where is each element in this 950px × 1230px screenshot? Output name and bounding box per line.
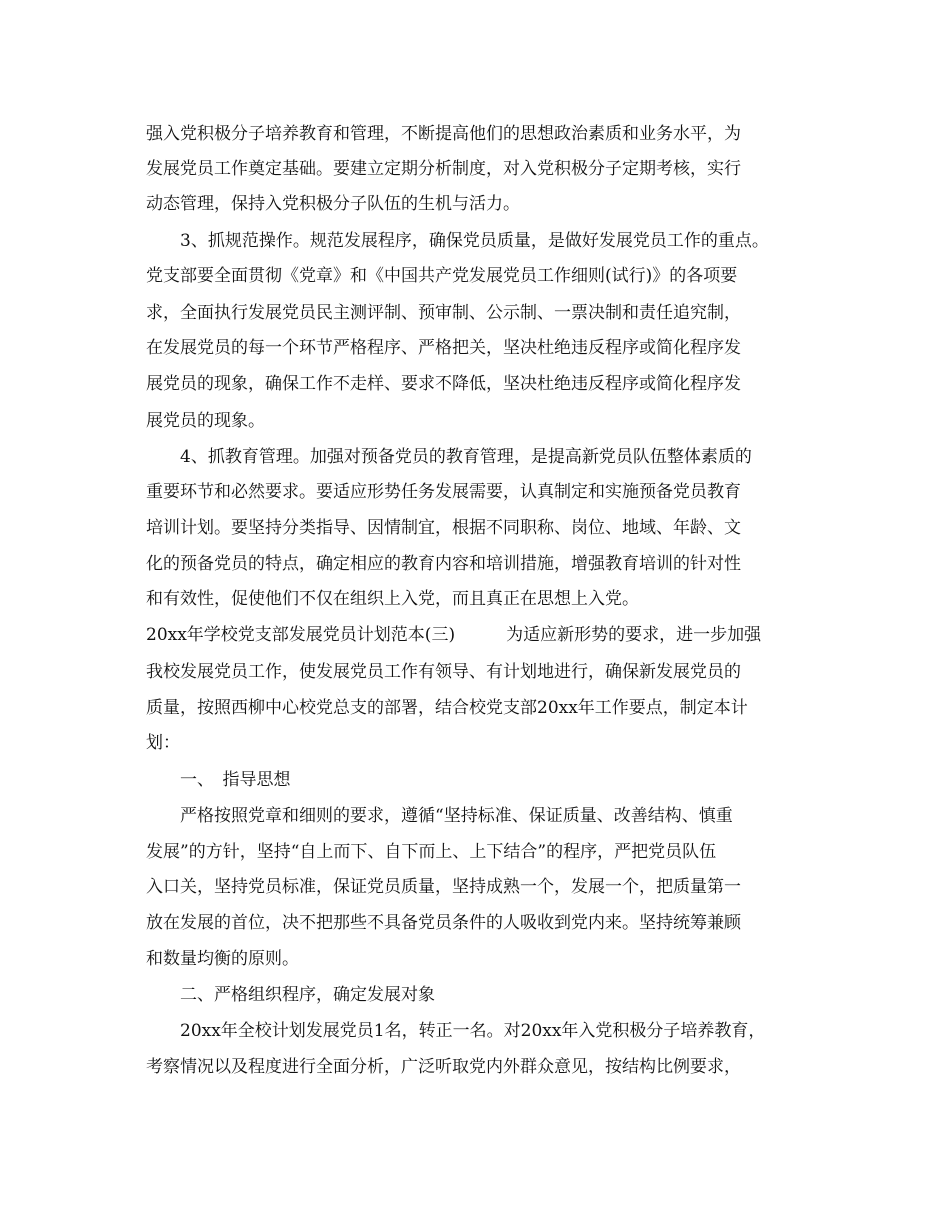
text-line: 入口关，坚持党员标准，保证党员质量，坚持成熟一个，发展一个，把质量第一 (146, 877, 741, 897)
text-line: 发展党员工作奠定基础。要建立定期分析制度，对入党积极分子定期考核，实行 (146, 159, 741, 179)
text-line: 发展”的方针，坚持“自上而下、自下而上、上下结合”的程序，严把党员队伍 (146, 842, 717, 862)
text-line: 重要环节和必然要求。要适应形势任务发展需要，认真制定和实施预备党员教育 (146, 482, 741, 502)
text-line: 3、抓规范操作。规范发展程序，确保党员质量，是做好发展党员工作的重点。 (146, 231, 769, 251)
text-line: 20xx年学校党支部发展党员计划范本(三) 为适应新形势的要求，进一步加强 (146, 625, 762, 645)
text-line: 20xx年全校计划发展党员1名，转正一名。对20xx年入党积极分子培养教育， (146, 1021, 766, 1041)
text-line: 党支部要全面贯彻《党章》和《中国共产党发展党员工作细则(试行)》的各项要 (146, 266, 738, 286)
text-line: 化的预备党员的特点，确定相应的教育内容和培训措施，增强教育培训的针对性 (146, 554, 741, 574)
text-line: 展党员的现象，确保工作不走样、要求不降低，坚决杜绝违反程序或简化程序发 (146, 374, 741, 394)
text-line: 培训计划。要坚持分类指导、因情制宜，根据不同职称、岗位、地域、年龄、文 (146, 518, 741, 538)
text-line: 严格按照党章和细则的要求，遵循“坚持标准、保证质量、改善结构、慎重 (146, 806, 733, 826)
section-heading: 二、严格组织程序，确定发展对象 (146, 985, 435, 1005)
text-line: 展党员的现象。 (146, 411, 265, 431)
text-line: 质量，按照西柳中心校党总支的部署，结合校党支部20xx年工作要点，制定本计 (146, 698, 748, 718)
text-line: 和有效性，促使他们不仅在组织上入党，而且真正在思想上入党。 (146, 589, 639, 609)
text-line: 和数量均衡的原则。 (146, 949, 299, 969)
text-line: 在发展党员的每一个环节严格程序、严格把关，坚决杜绝违反程序或简化程序发 (146, 338, 741, 358)
section-heading: 一、 指导思想 (146, 770, 291, 790)
text-line: 动态管理，保持入党积极分子队伍的生机与活力。 (146, 194, 520, 214)
text-line: 考察情况以及程度进行全面分析，广泛听取党内外群众意见，按结构比例要求， (146, 1057, 741, 1077)
text-line: 强入党积极分子培养教育和管理，不断提高他们的思想政治素质和业务水平，为 (146, 124, 741, 144)
text-line: 求，全面执行发展党员民主测评制、预审制、公示制、一票决制和责任追究制， (146, 303, 741, 323)
text-line: 我校发展党员工作，使发展党员工作有领导、有计划地进行，确保新发展党员的 (146, 662, 741, 682)
text-line: 划： (146, 733, 180, 753)
text-line: 放在发展的首位，决不把那些不具备党员条件的人吸收到党内来。坚持统筹兼顾 (146, 913, 741, 933)
text-line: 4、抓教育管理。加强对预备党员的教育管理，是提高新党员队伍整体素质的 (146, 447, 752, 467)
